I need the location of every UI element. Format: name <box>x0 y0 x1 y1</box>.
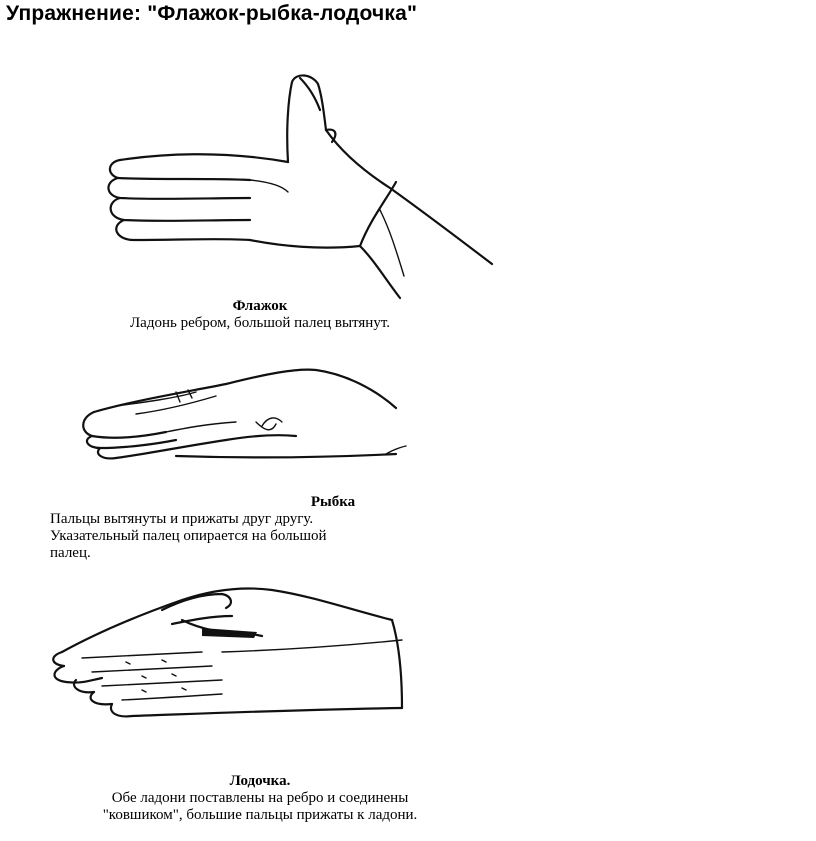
flag-description-line: Ладонь ребром, большой палец вытянут. <box>129 315 391 331</box>
boat-figure <box>42 580 412 720</box>
boat-description-line-2: "ковшиком", большие пальцы прижаты к ладони. <box>102 807 418 823</box>
hand-fish-icon <box>76 362 406 472</box>
fish-description-line-1: Пальцы вытянуты и прижаты друг другу. <box>50 511 314 527</box>
fish-caption <box>50 494 470 562</box>
hands-boat-icon <box>42 580 412 720</box>
flag-name: Флажок <box>232 298 288 314</box>
boat-description-line-1: Обе ладони поставлены на ребро и соединены <box>111 790 409 806</box>
boat-name: Лодочка. <box>229 773 291 789</box>
hand-flag-icon <box>100 70 500 300</box>
fish-name: Рыбка <box>310 494 356 510</box>
flag-caption <box>70 298 450 332</box>
fish-figure <box>76 362 406 472</box>
fish-description-line-3: палец. <box>50 545 91 561</box>
fish-description-line-2: Указательный палец опирается на большой <box>50 528 327 544</box>
flag-figure <box>100 70 500 300</box>
boat-caption <box>30 773 490 824</box>
page-title: Упражнение: "Флажок-рыбка-лодочка" <box>6 2 418 25</box>
